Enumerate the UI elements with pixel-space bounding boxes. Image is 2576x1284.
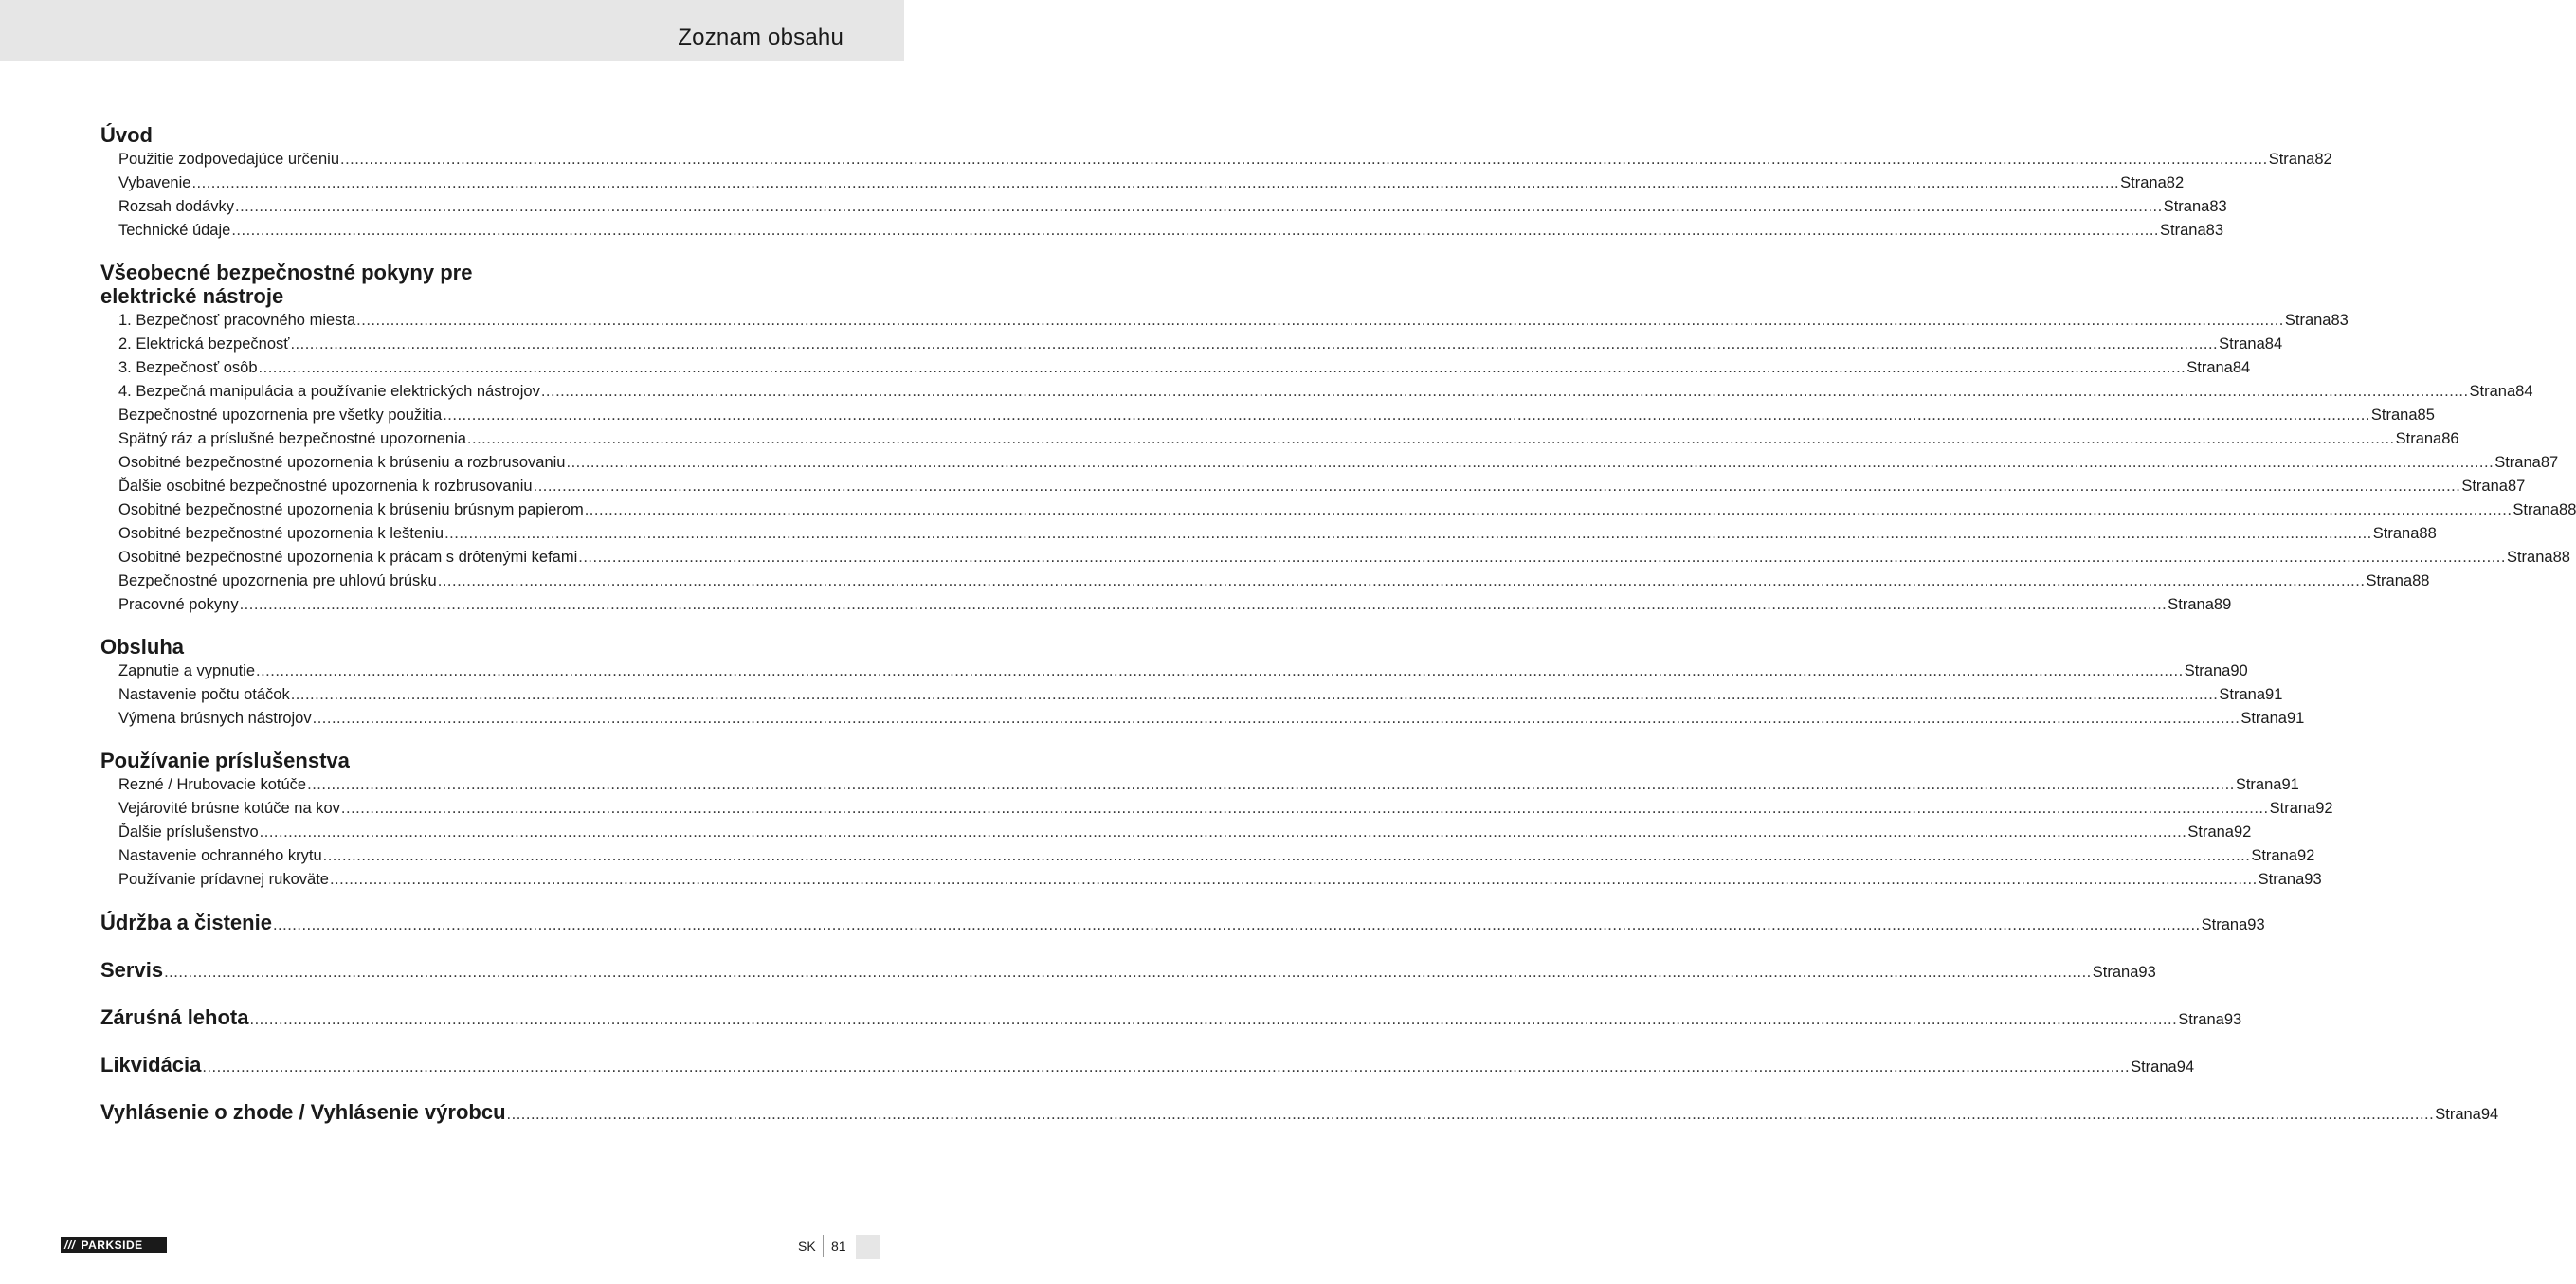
entry-title: Osobitné bezpečnostné upozornenia k lešteniu bbox=[118, 525, 444, 542]
toc-entry[interactable] bbox=[100, 219, 2224, 243]
entry-title: 1. Bezpečnosť pracovného miesta bbox=[118, 312, 356, 329]
page-label: Strana bbox=[2513, 501, 2560, 518]
dot-leader: ................................................................................................................................................................................................................................................................................................................................................................................................................ bbox=[466, 430, 2395, 447]
section-heading bbox=[100, 261, 797, 308]
entry-title: Technické údaje bbox=[118, 222, 231, 239]
toc-entry[interactable] bbox=[100, 821, 2252, 844]
toc-entry[interactable] bbox=[100, 707, 2305, 731]
entry-title: Nastavenie ochranného krytu bbox=[118, 847, 322, 864]
footer-tab-box bbox=[856, 1235, 880, 1259]
page-label: Strana bbox=[2268, 151, 2315, 168]
dot-leader: ................................................................................................................................................................................................................................................................................................................................................................................................................ bbox=[202, 1058, 2131, 1076]
page-label: Strana bbox=[2186, 359, 2233, 376]
toc-major-entry[interactable] bbox=[100, 1004, 2242, 1052]
section-heading-line: Úvod bbox=[100, 123, 153, 147]
page-label: Strana bbox=[2178, 1011, 2224, 1028]
entry-title: Rezné / Hrubovacie kotúče bbox=[118, 776, 307, 793]
page-ref: 92 bbox=[2296, 847, 2315, 864]
page-label: Strana bbox=[2092, 964, 2139, 981]
dot-leader: ................................................................................................................................................................................................................................................................................................................................................................................................................ bbox=[258, 359, 2186, 376]
page-ref: 85 bbox=[2417, 407, 2435, 424]
page-ref: 83 bbox=[2205, 222, 2224, 239]
dot-leader: ................................................................................................................................................................................................................................................................................................................................................................................................................ bbox=[578, 549, 2506, 566]
dot-leader: ................................................................................................................................................................................................................................................................................................................................................................................................................ bbox=[239, 596, 2168, 613]
page-label: Strana bbox=[2168, 596, 2214, 613]
toc-entry[interactable] bbox=[100, 868, 2322, 892]
page-ref: 92 bbox=[2233, 823, 2252, 841]
dot-leader: ................................................................................................................................................................................................................................................................................................................................................................................................................ bbox=[506, 1106, 2435, 1123]
page-ref: 91 bbox=[2286, 710, 2305, 727]
page-label: Strana bbox=[2120, 174, 2167, 191]
dot-leader: ................................................................................................................................................................................................................................................................................................................................................................................................................ bbox=[191, 174, 2120, 191]
toc-section bbox=[100, 123, 2332, 243]
page-ref: 84 bbox=[2515, 383, 2533, 400]
page-ref: 91 bbox=[2265, 686, 2283, 703]
dot-leader: ................................................................................................................................................................................................................................................................................................................................................................................................................ bbox=[290, 686, 2219, 703]
page-ref: 88 bbox=[2552, 549, 2570, 566]
entry-title: Osobitné bezpečnostné upozornenia k prácam s drôtenými kefami bbox=[118, 549, 578, 566]
dot-leader: ................................................................................................................................................................................................................................................................................................................................................................................................................ bbox=[584, 501, 2513, 518]
toc-section bbox=[100, 635, 2305, 731]
page-ref: 93 bbox=[2247, 916, 2265, 933]
page-ref: 88 bbox=[2559, 501, 2576, 518]
major-entry-title: Vyhlásenie o zhode / Vyhlásenie výrobcu bbox=[100, 1100, 506, 1124]
toc-section bbox=[100, 261, 2576, 617]
page-ref: 82 bbox=[2314, 151, 2332, 168]
dot-leader: ................................................................................................................................................................................................................................................................................................................................................................................................................ bbox=[329, 871, 2258, 888]
brand-mark: /// bbox=[64, 1238, 76, 1252]
entry-title: Zapnutie a vypnutie bbox=[118, 662, 256, 679]
entry-title: 3. Bezpečnosť osôb bbox=[118, 359, 258, 376]
toc-entry[interactable] bbox=[100, 498, 2576, 522]
page-label: Strana bbox=[2435, 1106, 2481, 1123]
toc-entry[interactable] bbox=[100, 172, 2185, 195]
entry-title: 4. Bezpečná manipulácia a používanie elektrických nástrojov bbox=[118, 383, 540, 400]
section-heading-line: Všeobecné bezpečnostné pokyny pre bbox=[100, 261, 473, 284]
page-label: Strana bbox=[2370, 407, 2418, 424]
page-ref: 91 bbox=[2281, 776, 2299, 793]
page-ref: 93 bbox=[2138, 964, 2156, 981]
entry-title: Nastavenie počtu otáčok bbox=[118, 686, 290, 703]
toc-entry[interactable] bbox=[100, 593, 2232, 617]
toc-entry[interactable] bbox=[100, 309, 2349, 333]
toc-entry[interactable] bbox=[100, 356, 2251, 380]
dot-leader: ................................................................................................................................................................................................................................................................................................................................................................................................................ bbox=[249, 1011, 2178, 1028]
language-code: SK bbox=[798, 1239, 816, 1254]
dot-leader: ................................................................................................................................................................................................................................................................................................................................................................................................................ bbox=[340, 151, 2268, 168]
page-ref: 93 bbox=[2304, 871, 2322, 888]
entry-title: Bezpečnostné upozornenia pre uhlovú brúsku bbox=[118, 572, 437, 589]
page-label: Strana bbox=[2219, 335, 2265, 353]
page-ref: 92 bbox=[2315, 800, 2333, 817]
page-label: Strana bbox=[2219, 686, 2266, 703]
page-label: Strana bbox=[2240, 710, 2287, 727]
entry-title: Osobitné bezpečnostné upozornenia k brúseniu a rozbrusovaniu bbox=[118, 454, 566, 471]
toc-entry[interactable] bbox=[100, 195, 2227, 219]
page-label: Strana bbox=[2494, 454, 2541, 471]
toc-entry[interactable] bbox=[100, 427, 2459, 451]
dot-leader: ................................................................................................................................................................................................................................................................................................................................................................................................................ bbox=[312, 710, 2240, 727]
page-number: 81 bbox=[831, 1239, 846, 1254]
entry-title: Spätný ráz a príslušné bezpečnostné upozornenia bbox=[118, 430, 466, 447]
toc-entry[interactable] bbox=[100, 570, 2430, 593]
major-entry-title: Servis bbox=[100, 958, 164, 982]
entry-title: Rozsah dodávky bbox=[118, 198, 234, 215]
section-heading-line: elektrické nástroje bbox=[100, 284, 284, 308]
toc-entry[interactable] bbox=[100, 660, 2248, 683]
section-heading bbox=[100, 635, 797, 659]
dot-leader: ................................................................................................................................................................................................................................................................................................................................................................................................................ bbox=[340, 800, 2269, 817]
dot-leader: ................................................................................................................................................................................................................................................................................................................................................................................................................ bbox=[231, 222, 2160, 239]
page-ref: 83 bbox=[2209, 198, 2227, 215]
entry-title: Osobitné bezpečnostné upozornenia k brúseniu brúsnym papierom bbox=[118, 501, 584, 518]
page-label: Strana bbox=[2187, 823, 2234, 841]
major-entry-title: Údržba a čistenie bbox=[100, 911, 272, 934]
section-heading-line: Obsluha bbox=[100, 635, 185, 659]
toc-entry[interactable] bbox=[100, 380, 2533, 404]
page-ref: 90 bbox=[2230, 662, 2248, 679]
page-label: Strana bbox=[2258, 871, 2305, 888]
brand-logo bbox=[61, 1237, 167, 1253]
toc-entry[interactable] bbox=[100, 333, 2283, 356]
page-label: Strana bbox=[2269, 800, 2316, 817]
major-entry-title: Likvidácia bbox=[100, 1053, 202, 1076]
page-label: Strana bbox=[2163, 198, 2210, 215]
page-label: Strana bbox=[2235, 776, 2282, 793]
page-ref: 83 bbox=[2331, 312, 2349, 329]
toc-entry[interactable] bbox=[100, 404, 2435, 427]
entry-title: Bezpečnostné upozornenia pre všetky použitia bbox=[118, 407, 443, 424]
table-of-contents bbox=[100, 123, 2576, 1147]
major-entry-title: Záruśná lehota bbox=[100, 1005, 249, 1029]
page-ref: 94 bbox=[2480, 1106, 2499, 1123]
page-label: Strana bbox=[2251, 847, 2297, 864]
page-label: Strana bbox=[2366, 572, 2413, 589]
toc-major-entry[interactable] bbox=[100, 1099, 2499, 1147]
dot-leader: ................................................................................................................................................................................................................................................................................................................................................................................................................ bbox=[533, 478, 2461, 495]
dot-leader: ................................................................................................................................................................................................................................................................................................................................................................................................................ bbox=[437, 572, 2366, 589]
dot-leader: ................................................................................................................................................................................................................................................................................................................................................................................................................ bbox=[322, 847, 2251, 864]
dot-leader: ................................................................................................................................................................................................................................................................................................................................................................................................................ bbox=[272, 916, 2201, 933]
dot-leader: ................................................................................................................................................................................................................................................................................................................................................................................................................ bbox=[164, 964, 2092, 981]
dot-leader: ................................................................................................................................................................................................................................................................................................................................................................................................................ bbox=[235, 198, 2163, 215]
page-ref: 82 bbox=[2166, 174, 2185, 191]
page-label: Strana bbox=[2201, 916, 2248, 933]
entry-title: Použitie zodpovedajúce určeniu bbox=[118, 151, 339, 168]
entry-title: Ďalšie príslušenstvo bbox=[118, 823, 259, 841]
page-ref: 88 bbox=[2419, 525, 2437, 542]
toc-entry[interactable] bbox=[100, 475, 2526, 498]
toc-major-entry[interactable] bbox=[100, 1052, 2195, 1099]
toc-entry[interactable] bbox=[100, 773, 2299, 797]
page-label: Strana bbox=[2131, 1058, 2177, 1076]
page-label: Strana bbox=[2284, 312, 2331, 329]
toc-major-entry[interactable] bbox=[100, 910, 2265, 957]
page-label: Strana bbox=[2469, 383, 2516, 400]
entry-title: Výmena brúsnych nástrojov bbox=[118, 710, 312, 727]
dot-leader: ................................................................................................................................................................................................................................................................................................................................................................................................................ bbox=[443, 407, 2370, 424]
dot-leader: ................................................................................................................................................................................................................................................................................................................................................................................................................ bbox=[259, 823, 2187, 841]
toc-section bbox=[100, 749, 2333, 892]
toc-entry[interactable] bbox=[100, 844, 2315, 868]
toc-entry[interactable] bbox=[100, 451, 2559, 475]
section-heading-line: Používanie príslušenstva bbox=[100, 749, 350, 772]
section-heading bbox=[100, 749, 797, 772]
page-ref: 94 bbox=[2176, 1058, 2195, 1076]
dot-leader: ................................................................................................................................................................................................................................................................................................................................................................................................................ bbox=[256, 662, 2184, 679]
footer-divider bbox=[823, 1235, 824, 1257]
page-ref: 84 bbox=[2232, 359, 2251, 376]
page-ref: 86 bbox=[2441, 430, 2459, 447]
entry-title: 2. Elektrická bezpečnosť bbox=[118, 335, 290, 353]
toc-entry[interactable] bbox=[100, 148, 2332, 172]
page-label: Strana bbox=[2461, 478, 2508, 495]
page-label: Strana bbox=[2372, 525, 2420, 542]
dot-leader: ................................................................................................................................................................................................................................................................................................................................................................................................................ bbox=[444, 525, 2372, 542]
entry-title: Pracovné pokyny bbox=[118, 596, 239, 613]
page-title: Zoznam obsahu bbox=[678, 25, 844, 50]
section-heading bbox=[100, 123, 797, 147]
toc-entry[interactable] bbox=[100, 797, 2333, 821]
toc-entry[interactable] bbox=[100, 546, 2570, 570]
page-label: Strana bbox=[2395, 430, 2442, 447]
dot-leader: ................................................................................................................................................................................................................................................................................................................................................................................................................ bbox=[356, 312, 2284, 329]
entry-title: Používanie prídavnej rukoväte bbox=[118, 871, 329, 888]
toc-entry[interactable] bbox=[100, 683, 2283, 707]
page-ref: 93 bbox=[2223, 1011, 2242, 1028]
dot-leader: ................................................................................................................................................................................................................................................................................................................................................................................................................ bbox=[307, 776, 2235, 793]
page-ref: 87 bbox=[2507, 478, 2526, 495]
entry-title: Ďalšie osobitné bezpečnostné upozornenia k rozbrusovaniu bbox=[118, 478, 533, 495]
page-ref: 88 bbox=[2412, 572, 2430, 589]
toc-entry[interactable] bbox=[100, 522, 2437, 546]
entry-title: Vybavenie bbox=[118, 174, 191, 191]
page-label: Strana bbox=[2506, 549, 2553, 566]
dot-leader: ................................................................................................................................................................................................................................................................................................................................................................................................................ bbox=[566, 454, 2494, 471]
page-ref: 87 bbox=[2540, 454, 2559, 471]
page-ref: 84 bbox=[2264, 335, 2283, 353]
toc-major-entry[interactable] bbox=[100, 957, 2156, 1004]
dot-leader: ................................................................................................................................................................................................................................................................................................................................................................................................................ bbox=[540, 383, 2469, 400]
entry-title: Vejárovité brúsne kotúče na kov bbox=[118, 800, 340, 817]
brand-name: PARKSIDE bbox=[81, 1238, 143, 1252]
page-label: Strana bbox=[2160, 222, 2206, 239]
page-ref: 89 bbox=[2213, 596, 2232, 613]
page-label: Strana bbox=[2184, 662, 2231, 679]
dot-leader: ................................................................................................................................................................................................................................................................................................................................................................................................................ bbox=[290, 335, 2219, 353]
